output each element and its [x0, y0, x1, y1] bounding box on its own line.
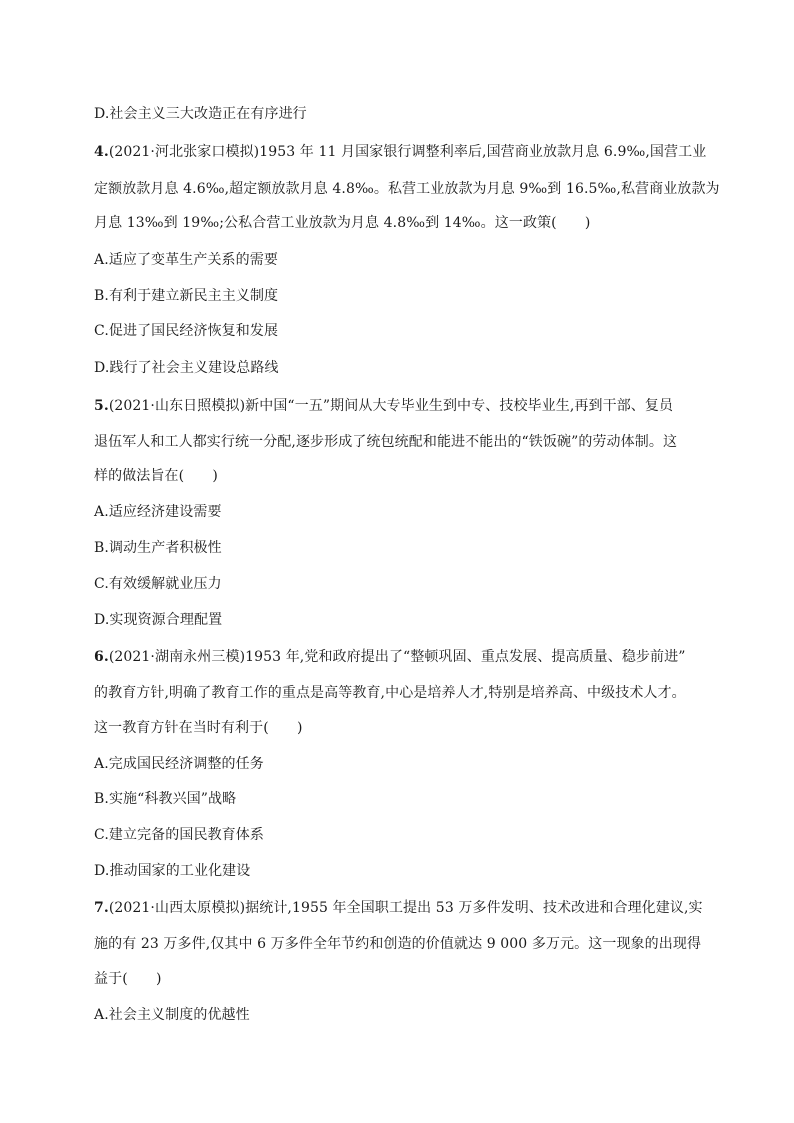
option-prev-d: D.社会主义三大改造正在有序进行: [94, 106, 307, 122]
question-6-stem-1: (2021·湖南永州三模)1953 年,党和政府提出了“整顿巩固、重点发展、提高质量、稳步前进”: [108, 649, 686, 665]
question-7-stem-1: (2021·山西太原模拟)据统计,1955 年全国职工提出 53 万多件发明、技术改进和合理化建议,实: [108, 900, 703, 916]
question-5-option-b: B.调动生产者积极性: [94, 540, 222, 556]
question-4-option-c: C.促进了国民经济恢复和发展: [94, 323, 279, 339]
question-5-option-d: D.实现资源合理配置: [94, 612, 223, 628]
question-5-option-a: A.适应经济建设需要: [94, 504, 222, 520]
question-6-option-d: D.推动国家的工业化建设: [94, 863, 251, 879]
question-6-option-c: C.建立完备的国民教育体系: [94, 827, 264, 843]
question-4-stem-3: 月息 13‰到 19‰;公私合营工业放款为月息 4.8‰到 14‰。这一政策( ): [94, 215, 591, 231]
question-5-line-1: [94, 397, 714, 415]
question-4-stem-2: 定额放款月息 4.6‰,超定额放款月息 4.8‰。私营工业放款为月息 9‰到 16.5‰,私营商业放款为: [94, 181, 720, 197]
question-4-number: 4.: [94, 144, 109, 160]
question-7-option-a: A.社会主义制度的优越性: [94, 1007, 250, 1023]
question-6-line-1: [94, 648, 714, 666]
question-7-line-1: [94, 899, 714, 917]
question-5-stem-1: (2021·山东日照模拟)新中国“一五”期间从大专毕业生到中专、技校毕业生,再到干部、复员: [108, 398, 674, 414]
question-5-option-c: C.有效缓解就业压力: [94, 576, 222, 592]
question-6-stem-2: 的教育方针,明确了教育工作的重点是高等教育,中心是培养人才,特别是培养高、中级技术人才。: [94, 685, 686, 701]
question-6-stem-3: 这一教育方针在当时有利于( ): [94, 720, 303, 736]
question-4-stem-1: (2021·河北张家口模拟)1953 年 11 月国家银行调整利率后,国营商业放款月息 6.9‰,国营工业: [108, 144, 707, 160]
question-6-option-a: A.完成国民经济调整的任务: [94, 756, 264, 772]
question-4-option-b: B.有利于建立新民主主义制度: [94, 288, 279, 304]
question-6-option-b: B.实施“科教兴国”战略: [94, 791, 237, 807]
question-4-line-1: [94, 143, 714, 161]
question-7-stem-3: 益于( ): [94, 971, 162, 987]
question-4-option-d: D.践行了社会主义建设总路线: [94, 360, 279, 376]
question-6-number: 6.: [94, 649, 109, 665]
question-7-number: 7.: [94, 900, 109, 916]
question-7-stem-2: 施的有 23 万多件,仅其中 6 万多件全年节约和创造的价值就达 9 000 多万元。这一现象的出现得: [94, 936, 702, 952]
question-5-stem-3: 样的做法旨在( ): [94, 468, 218, 484]
question-5-stem-2: 退伍军人和工人都实行统一分配,逐步形成了统包统配和能进不能出的“铁饭碗”的劳动体制。这: [94, 434, 678, 450]
question-5-number: 5.: [94, 398, 109, 414]
question-4-option-a: A.适应了变革生产关系的需要: [94, 252, 278, 268]
